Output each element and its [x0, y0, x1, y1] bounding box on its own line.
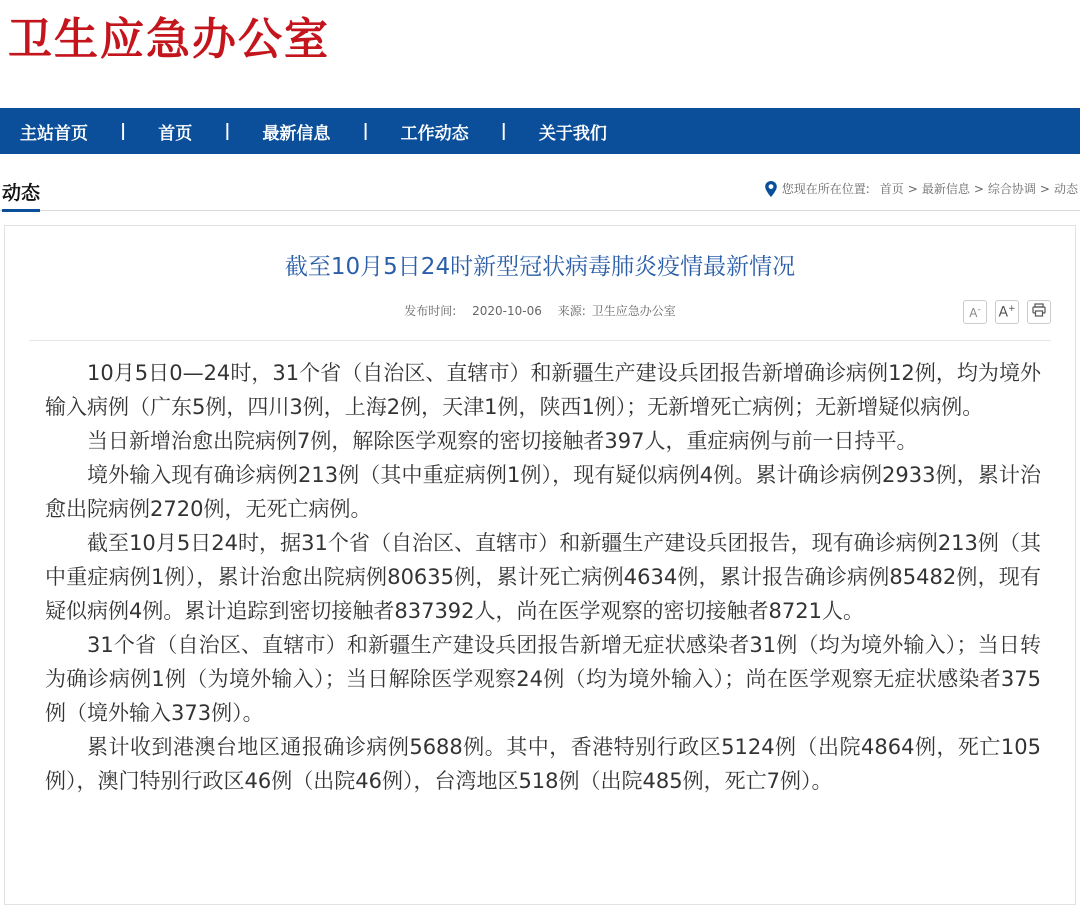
nav-item-latest[interactable]: 最新信息 [262, 123, 331, 144]
publish-date-label: 发布时间: [404, 304, 457, 318]
nav-separator: | [500, 121, 507, 141]
source-label: 来源: [557, 304, 586, 318]
article-paragraph: 31个省（自治区、直辖市）和新疆生产建设兵团报告新增无症状感染者31例（均为境外输入）；当日转为确诊病例1例（为境外输入）；当日解除医学观察24例（均为境外输入）；尚在医学观察无症状感染者375例（境外输入373例）。 [45, 633, 1041, 725]
nav-item-main-home[interactable]: 主站首页 [20, 123, 88, 144]
nav-item-work-news[interactable]: 工作动态 [400, 123, 469, 144]
breadcrumb-latest[interactable]: 最新信息 [921, 182, 970, 196]
breadcrumb-separator: > [973, 181, 984, 196]
article-paragraph: 累计收到港澳台地区通报确诊病例5688例。其中，香港特别行政区5124例（出院4864例，死亡105例），澳门特别行政区46例（出院46例），台湾地区518例（出院485例，死亡7例）。 [45, 735, 1041, 793]
section-header [0, 168, 1080, 211]
article-title: 截至10月5日24时新型冠状病毒肺炎疫情最新情况 [284, 254, 796, 280]
breadcrumb-home[interactable]: 首页 [879, 182, 904, 196]
article-paragraph: 10月5日0—24时，31个省（自治区、直辖市）和新疆生产建设兵团报告新增确诊病例12例，均为境外输入病例（广东5例，四川3例，上海2例，天津1例，陕西1例）；无新增死亡病例；无新增疑似病例。 [45, 361, 1041, 419]
article-meta [5, 302, 1075, 319]
section-title: 动态 [2, 178, 40, 212]
font-decrease-button[interactable] [963, 300, 987, 324]
location-pin-icon [764, 181, 778, 197]
article-body [45, 356, 1041, 798]
print-button[interactable] [1027, 300, 1051, 324]
article-paragraph: 截至10月5日24时，据31个省（自治区、直辖市）和新疆生产建设兵团报告，现有确诊病例213例（其中重症病例1例），累计治愈出院病例80635例，累计死亡病例4634例，累计报告确诊病例85482例，现有疑似病例4例。累计追踪到密切接触者837392人，尚在医学观察的密切接触者8721人。 [45, 531, 1041, 623]
font-increase-button[interactable] [995, 300, 1019, 324]
breadcrumb [764, 180, 1078, 197]
font-decrease-icon: A- [969, 304, 981, 320]
nav-item-home[interactable]: 首页 [158, 123, 193, 144]
article-paragraph: 境外输入现有确诊病例213例（其中重症病例1例），现有疑似病例4例。累计确诊病例2933例，累计治愈出院病例2720例，无死亡病例。 [45, 463, 1041, 521]
breadcrumb-current: 动态 [1053, 182, 1078, 196]
main-nav [0, 108, 1080, 154]
nav-separator: | [362, 121, 369, 141]
divider [29, 340, 1051, 341]
nav-item-about[interactable]: 关于我们 [538, 123, 607, 144]
source-value: 卫生应急办公室 [591, 304, 676, 318]
breadcrumb-separator: > [1039, 181, 1050, 196]
print-icon [1032, 303, 1046, 321]
nav-separator: | [224, 121, 231, 141]
article-card [4, 225, 1076, 905]
article-paragraph: 当日新增治愈出院病例7例，解除医学观察的密切接触者397人，重症病例与前一日持平。 [87, 429, 918, 453]
font-increase-icon: A+ [998, 303, 1016, 321]
breadcrumb-separator: > [907, 181, 918, 196]
nav-separator: | [120, 121, 127, 141]
breadcrumb-coordination[interactable]: 综合协调 [987, 182, 1036, 196]
breadcrumb-prefix: 您现在所在位置: [781, 182, 870, 196]
site-brand: 卫生应急办公室 [8, 14, 330, 65]
publish-date: 2020-10-06 [472, 304, 542, 318]
article-tools [963, 300, 1051, 324]
